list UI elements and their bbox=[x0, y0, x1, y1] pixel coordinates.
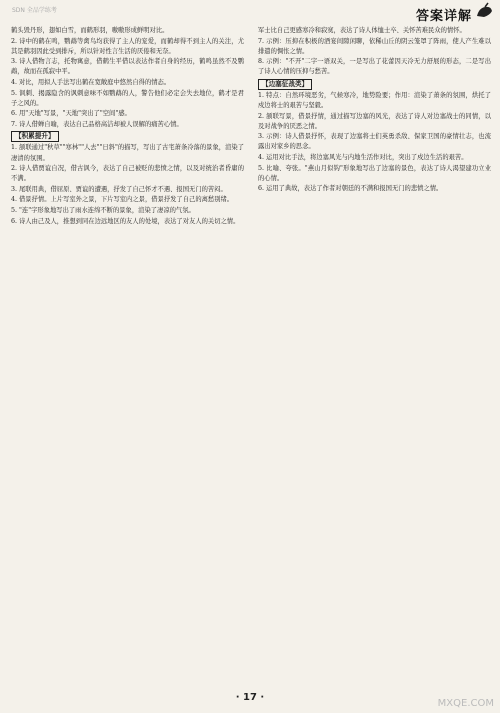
answer-paragraph: 军士比自己更感寒冷和寂寞，表达了诗人体恤士卒、关怀苦难民众的情怀。 bbox=[258, 27, 466, 34]
section-heading: 【边塞征战类】 bbox=[258, 79, 312, 90]
answer-paragraph: 2. 诗人借贾谊自况，借古讽今，表达了自己被贬的悲愤之情，以及对统治者昏庸的不满。 bbox=[11, 165, 244, 183]
answer-paragraph: 4. 对比，用拟人手法写出鹤在宽敞庭中悠然自得的情态。 bbox=[11, 78, 171, 86]
watermark: MXQE.COM bbox=[437, 698, 494, 709]
answer-paragraph: 6. 用"天地"写景，"天地"突出了"空间"感。 bbox=[11, 110, 131, 118]
left-column bbox=[11, 26, 244, 227]
answer-paragraph: 5. 讽刺、揭露隐含的讽刺意味不如鹦鹉的人，警告他们必定会失去地位，鹤才是君子之风的。 bbox=[11, 89, 244, 107]
answer-paragraph: 6. 运用了典故，表达了作者对朝廷的不满和报国无门的悲愤之情。 bbox=[258, 185, 443, 193]
answer-paragraph: 1. 特点：自然环境恶劣，气候寒冷，地势险要；作用：渲染了萧条的氛围，烘托了戍边将士的艰苦与坚毅。 bbox=[258, 91, 491, 110]
page-number: · 17 · bbox=[235, 692, 265, 703]
answer-paragraph: 2. 诗中的鹤在鸣，鹦鹉等禽鸟均获得了主人的宠爱，而鹤却得不到主人的关注，尤其是鹤羽因此受到排斥，所以针对性言生活的厌倦和无奈。 bbox=[11, 37, 244, 55]
answer-paragraph: 5. "连"字形象地写出了雨水连绵不断的景象，渲染了凄凉的气氛。 bbox=[11, 207, 195, 214]
answer-paragraph: 4. 借景抒情。上片写室外之景，下片写室内之景，借景抒发了自己的离愁别绪。 bbox=[11, 196, 234, 204]
answer-paragraph: 7. 示例：压抑在积极的酒宴间隙闲聊，依稀山丘的阴云笼罩了阵雨，使人产生难以排遣的惆怅之情。 bbox=[258, 37, 491, 55]
answer-paragraph: 6. 诗人由己及人，推想到同在边远地区的友人的处境，表达了对友人的关切之情。 bbox=[11, 217, 240, 225]
header-faint-text: SDN 全品学练考 bbox=[12, 7, 57, 14]
answer-paragraph: 3. 尾联用典，借屈原、贾谊的遭遇，抒发了自己怀才不遇、报国无门的苦闷。 bbox=[11, 185, 227, 193]
answer-paragraph: 8. 示例："不开"二字一语双关，一是写出了花蕾因天冷无力舒展的形态，二是写出了诗人心情的压抑与愁苦。 bbox=[258, 58, 491, 76]
page-header bbox=[0, 0, 500, 26]
answer-paragraph: 1. 颔联通过"秋草""寒林""人去""日斜"的描写，写出了古宅萧条冷落的景象，渲染了凄清的氛围。 bbox=[11, 144, 244, 162]
answer-paragraph: 3. 诗人借物言志，托物寓意，借鹤生平借以表达作者自身的经历，鹤鸣虽然不及鹦鹉，故而在孤寂中平。 bbox=[11, 58, 244, 76]
answer-paragraph: 鹤头毁丹形，翅如白雪，而鹤形羽，嗷嗷形成鲜明对比。 bbox=[11, 27, 169, 34]
answer-paragraph: 2. 颔联写景，借景抒情，通过描写边塞的风光，表达了诗人对边塞战士的同情，以及对战争的厌恶之情。 bbox=[258, 112, 491, 130]
fist-logo-icon bbox=[474, 2, 494, 22]
answer-paragraph: 4. 运用对比手法，将边塞风光与内地生活作对比，突出了戍边生活的艰苦。 bbox=[258, 154, 468, 162]
answer-paragraph: 7. 诗人借蝉自喻，表达自己品格高洁却被人误解的痛苦心情。 bbox=[11, 120, 183, 128]
header-title: 答案详解 bbox=[415, 9, 472, 24]
answer-paragraph: 5. 比喻、夸张。"燕山月似钩"形象地写出了边塞的景色，表达了诗人渴望建功立业的心情。 bbox=[258, 164, 491, 182]
right-column bbox=[258, 26, 491, 195]
answer-paragraph: 3. 示例：诗人借景抒怀，表现了边塞将士们英勇杀敌、保家卫国的豪情壮志，也流露出对家乡的思念。 bbox=[258, 133, 491, 151]
section-heading: 【积累提升】 bbox=[11, 131, 59, 142]
